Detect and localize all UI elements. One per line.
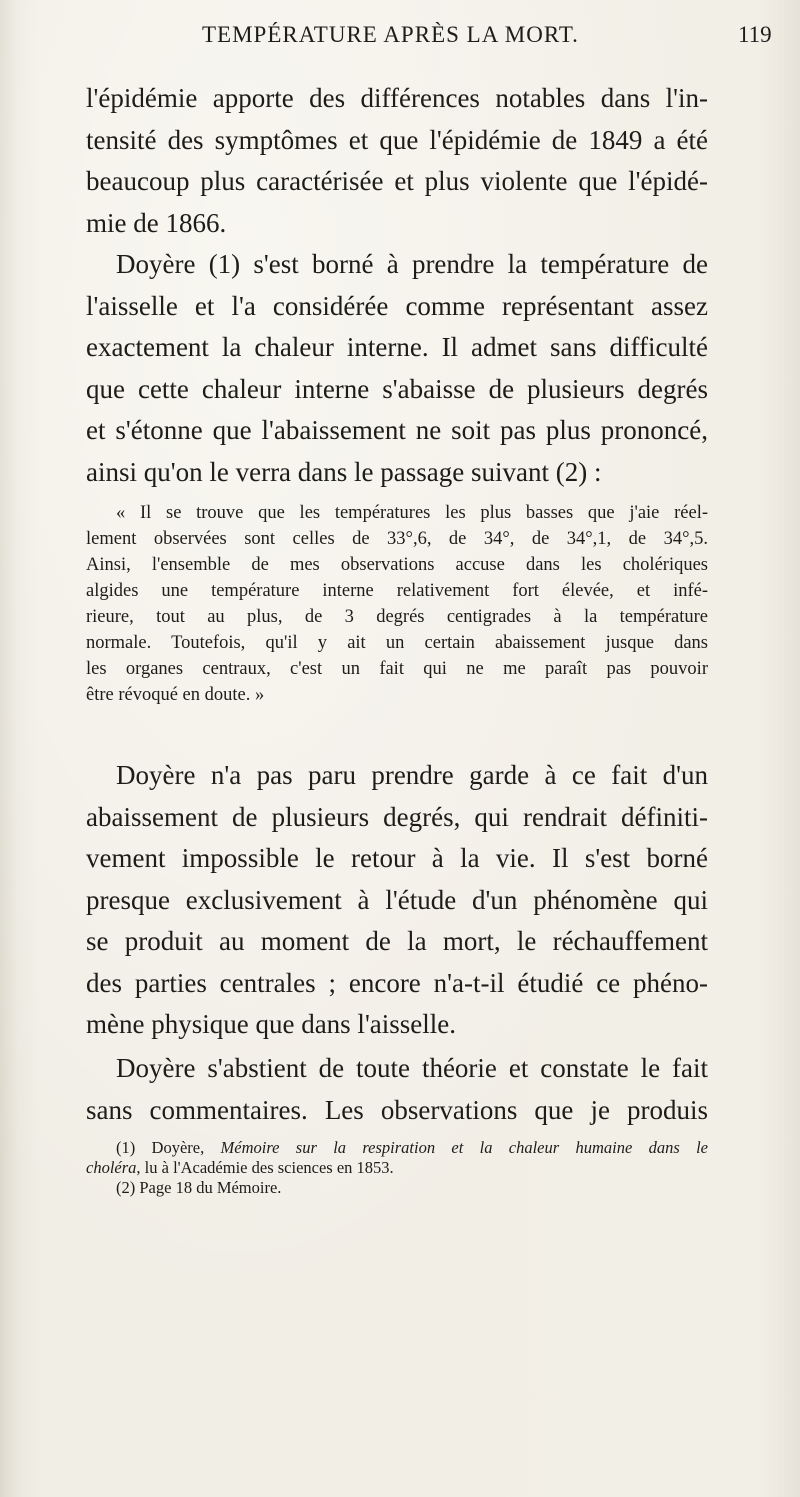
text-line: l'aisselle et l'a considérée comme représentant assez	[86, 290, 708, 321]
text-line: Doyère n'a pas paru prendre garde à ce fait d'un	[116, 760, 708, 790]
paragraph-1	[86, 78, 708, 244]
footnote-1-suffix: , lu à l'Académie des sciences en 1853.	[136, 1158, 394, 1177]
quotation-block	[86, 500, 708, 708]
text-line: abaissement de plusieurs degrés, qui rendrait définiti-	[86, 801, 708, 832]
text-line: Doyère s'abstient de toute théorie et constate le fait	[116, 1053, 708, 1083]
quote-line: algides une température interne relativement fort élevée, et infé-	[86, 581, 708, 601]
paragraph-2	[86, 244, 708, 493]
quote-line: « Il se trouve que les températures les plus basses que j'aie réel-	[116, 503, 708, 523]
text-line: des parties centrales ; encore n'a-t-il étudié ce phéno-	[86, 967, 708, 998]
text-line: exactement la chaleur interne. Il admet sans difficulté	[86, 332, 708, 362]
text-line: sans commentaires. Les observations que je produis	[86, 1094, 708, 1125]
page-header	[0, 20, 800, 60]
text-line: que cette chaleur interne s'abaisse de plusieurs degrés	[86, 373, 708, 404]
text-line: l'épidémie apporte des différences notables dans l'in-	[86, 83, 708, 113]
text-line: vement impossible le retour à la vie. Il s'est borné	[86, 843, 708, 873]
quote-line: les organes centraux, c'est un fait qui ne me paraît pas pouvoir	[86, 659, 708, 679]
quote-line: Ainsi, l'ensemble de mes observations accuse dans les cholériques	[86, 555, 708, 575]
text-line: beaucoup plus caractérisée et plus violente que l'épidé-	[86, 166, 708, 196]
page-number: 119	[738, 22, 772, 47]
text-line: mie de 1866.	[86, 207, 227, 238]
footnotes	[86, 1138, 708, 1198]
text-line: tensité des symptômes et que l'épidémie de 1849 a été	[86, 124, 708, 155]
text-line: Doyère (1) s'est borné à prendre la température de	[116, 249, 708, 279]
text-line: se produit au moment de la mort, le réchauffement	[86, 926, 708, 956]
quote-line: être révoqué en doute. »	[86, 685, 265, 705]
footnote-1-title: Mémoire sur la respiration et la chaleur humaine dans le	[220, 1138, 708, 1157]
text-line: mène physique que dans l'aisselle.	[86, 1009, 457, 1039]
quote-line: rieure, tout au plus, de 3 degrés centigrades à la température	[86, 607, 708, 627]
quote-line: lement observées sont celles de 33°,6, de 34°, de 34°,1, de 34°,5.	[86, 529, 708, 549]
text-line: ainsi qu'on le verra dans le passage suivant (2) :	[86, 456, 602, 487]
running-title: TEMPÉRATURE APRÈS LA MORT.	[202, 22, 579, 47]
paragraph-3	[86, 755, 708, 1046]
text-line: et s'étonne que l'abaissement ne soit pas plus prononcé,	[86, 415, 708, 445]
footnote-1-title-cont: choléra	[86, 1158, 137, 1177]
text-line: presque exclusivement à l'étude d'un phénomène qui	[86, 884, 708, 915]
footnote-1	[86, 1138, 708, 1158]
paragraph-4	[86, 1048, 708, 1131]
quote-line: normale. Toutefois, qu'il y ait un certain abaissement jusque dans	[86, 633, 708, 653]
footnote-2: (2) Page 18 du Mémoire.	[116, 1178, 282, 1197]
footnote-1-prefix: (1) Doyère,	[116, 1138, 221, 1157]
footnote-1-cont	[86, 1158, 708, 1178]
